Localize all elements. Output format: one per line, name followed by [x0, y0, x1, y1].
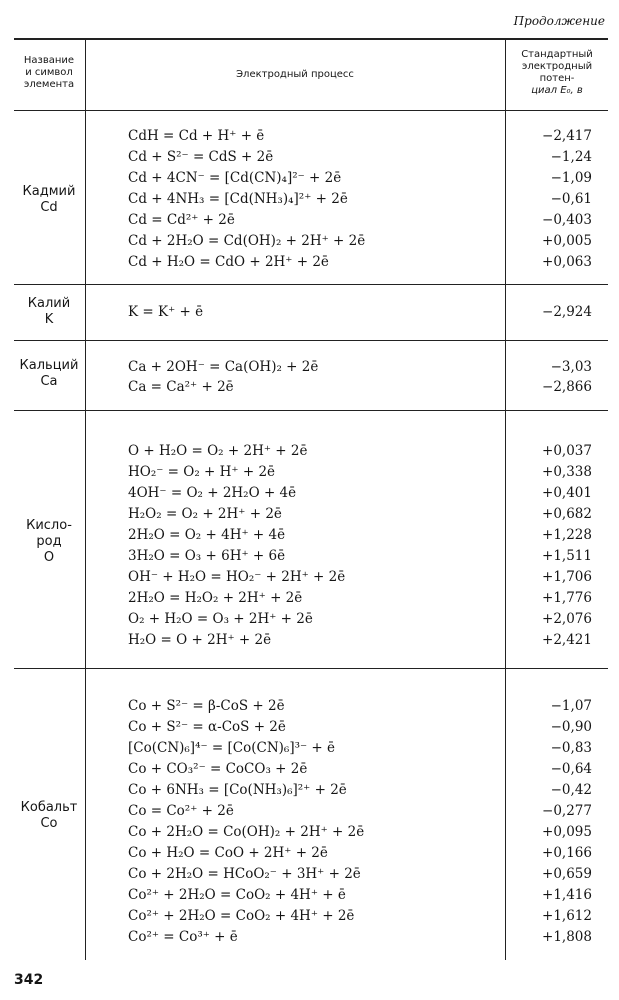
potential-value: +1,612: [542, 908, 592, 924]
potential-value: +1,511: [542, 548, 592, 564]
potential-value: −2,924: [542, 304, 592, 320]
process-row: Co + 2H₂O = Co(OH)₂ + 2H⁺ + 2ē: [128, 824, 365, 840]
process-row: H₂O = O + 2H⁺ + 2ē: [128, 632, 272, 648]
process-row: Cd + 4CN⁻ = [Cd(CN)₄]²⁻ + 2ē: [128, 170, 342, 186]
potential-value: +0,063: [542, 254, 592, 270]
process-row: Co²⁺ + 2H₂O = CoO₂ + 4H⁺ + ē: [128, 887, 346, 903]
process-row: Ca + 2OH⁻ = Ca(OH)₂ + 2ē: [128, 359, 319, 375]
header-standard-potential: Стандартный электродный потен- циал E₀, в: [521, 49, 593, 96]
potential-value: −1,24: [550, 149, 592, 165]
table-top-rule: [14, 38, 608, 40]
column-divider-2: [505, 38, 506, 960]
page-number: 342: [14, 972, 44, 988]
process-row: Co + 2H₂O = HCoO₂⁻ + 3H⁺ + 2ē: [128, 866, 361, 882]
column-divider-1: [85, 38, 86, 960]
header-electrode-process: Электродный процесс: [236, 69, 354, 80]
process-row: Co + H₂O = CoO + 2H⁺ + 2ē: [128, 845, 328, 861]
potential-value: +2,076: [542, 611, 592, 627]
potential-value: +1,228: [542, 527, 592, 543]
potential-value: +0,095: [542, 824, 592, 840]
group-separator-cd-k: [14, 284, 608, 285]
potential-value: −0,61: [550, 191, 592, 207]
process-row: Ca = Ca²⁺ + 2ē: [128, 379, 234, 395]
potential-value: +1,706: [542, 569, 592, 585]
process-row: Cd + S²⁻ = CdS + 2ē: [128, 149, 274, 165]
potential-value: +0,005: [542, 233, 592, 249]
potential-value: −3,03: [550, 359, 592, 375]
group-separator-ca-o: [14, 410, 608, 411]
potential-value: −0,403: [542, 212, 592, 228]
potential-value: −1,07: [550, 698, 592, 714]
group-separator-o-co: [14, 668, 608, 669]
potential-value: +0,338: [542, 464, 592, 480]
potential-value: +0,682: [542, 506, 592, 522]
group-separator-k-ca: [14, 340, 608, 341]
element-cobalt: Кобальт Co: [20, 800, 78, 831]
process-row: 2H₂O = O₂ + 4H⁺ + 4ē: [128, 527, 286, 543]
potential-value: −0,64: [550, 761, 592, 777]
potential-value: +0,166: [542, 845, 592, 861]
process-row: Co + S²⁻ = α-CoS + 2ē: [128, 719, 286, 735]
process-row: HO₂⁻ = O₂ + H⁺ + 2ē: [128, 464, 276, 480]
potential-value: −2,866: [542, 379, 592, 395]
element-cadmium: Кадмий Cd: [22, 184, 76, 215]
process-row: Co + 6NH₃ = [Co(NH₃)₆]²⁺ + 2ē: [128, 782, 347, 798]
potential-value: +1,416: [542, 887, 592, 903]
potential-value: −0,277: [542, 803, 592, 819]
potential-value: +0,659: [542, 866, 592, 882]
process-row: O + H₂O = O₂ + 2H⁺ + 2ē: [128, 443, 308, 459]
process-row: Cd + H₂O = CdO + 2H⁺ + 2ē: [128, 254, 329, 270]
potential-value: −2,417: [542, 128, 592, 144]
process-row: CdH = Cd + H⁺ + ē: [128, 128, 265, 144]
header-element-name: Название и символ элемента: [23, 55, 75, 90]
potential-value: −0,83: [550, 740, 592, 756]
header-bottom-rule: [14, 110, 608, 111]
process-row: Co²⁺ + 2H₂O = CoO₂ + 4H⁺ + 2ē: [128, 908, 355, 924]
potential-value: +1,776: [542, 590, 592, 606]
process-row: Co + CO₃²⁻ = CoCO₃ + 2ē: [128, 761, 308, 777]
process-row: Cd + 2H₂O = Cd(OH)₂ + 2H⁺ + 2ē: [128, 233, 366, 249]
process-row: H₂O₂ = O₂ + 2H⁺ + 2ē: [128, 506, 282, 522]
process-row: 3H₂O = O₃ + 6H⁺ + 6ē: [128, 548, 286, 564]
potential-value: +0,037: [542, 443, 592, 459]
process-row: Co + S²⁻ = β-CoS + 2ē: [128, 698, 285, 714]
potential-value: −0,42: [550, 782, 592, 798]
process-row: O₂ + H₂O = O₃ + 2H⁺ + 2ē: [128, 611, 313, 627]
process-row: K = K⁺ + ē: [128, 304, 204, 320]
element-calcium: Кальций Ca: [19, 358, 79, 389]
process-row: Cd = Cd²⁺ + 2ē: [128, 212, 235, 228]
process-row: OH⁻ + H₂O = HO₂⁻ + 2H⁺ + 2ē: [128, 569, 346, 585]
process-row: Cd + 4NH₃ = [Cd(NH₃)₄]²⁺ + 2ē: [128, 191, 348, 207]
potential-value: +0,401: [542, 485, 592, 501]
potential-value: −0,90: [550, 719, 592, 735]
process-row: [Co(CN)₆]⁴⁻ = [Co(CN)₆]³⁻ + ē: [128, 740, 336, 756]
potential-value: +1,808: [542, 929, 592, 945]
potential-value: −1,09: [550, 170, 592, 186]
process-row: Co = Co²⁺ + 2ē: [128, 803, 234, 819]
process-row: Co²⁺ = Co³⁺ + ē: [128, 929, 238, 945]
process-row: 2H₂O = H₂O₂ + 2H⁺ + 2ē: [128, 590, 303, 606]
element-potassium: Калий K: [27, 296, 71, 327]
element-oxygen: Кисло- род O: [26, 518, 72, 565]
process-row: 4OH⁻ = O₂ + 2H₂O + 4ē: [128, 485, 297, 501]
potential-value: +2,421: [542, 632, 592, 648]
continuation-label: Продолжение: [513, 14, 605, 28]
